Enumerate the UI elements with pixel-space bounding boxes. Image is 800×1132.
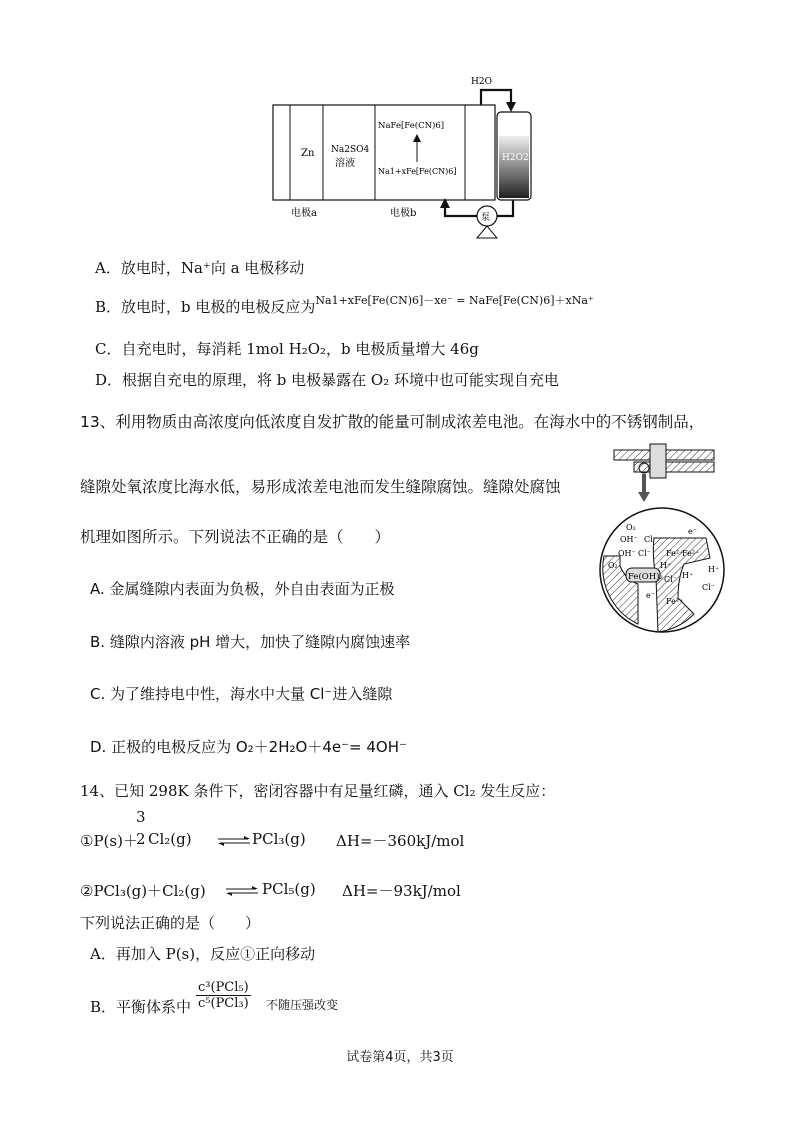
q14-option-b-num: c³(PCl₅) bbox=[198, 980, 249, 995]
q14-r2-right: PCl₅(g) bbox=[262, 880, 316, 898]
page-footer: 试卷第4页，共3页 bbox=[346, 1050, 454, 1065]
fig2-label-2: Cl⁻ bbox=[644, 535, 657, 544]
fig2-label-13: Cl⁻ bbox=[702, 583, 715, 592]
q13-stem-line3: 机理如图所示。下列说法不正确的是（ ） bbox=[80, 528, 391, 546]
fig2-label-15: e⁻ bbox=[646, 591, 655, 600]
q13-option-c: C. 为了维持电中性，海水中大量 Cl⁻进入缝隙 bbox=[90, 685, 393, 703]
fig2-label-0: O₂ bbox=[626, 523, 636, 532]
fig2-label-9: Fe(OH)₂ bbox=[628, 572, 663, 582]
pump-label: 泵 bbox=[481, 213, 491, 223]
q14-question: 下列说法正确的是（ ） bbox=[80, 914, 261, 932]
q13-option-d: D. 正极的电极反应为 O₂＋2H₂O＋4e⁻= 4OH⁻ bbox=[90, 738, 407, 756]
fig2-label-4: Cl⁻ bbox=[638, 549, 651, 558]
h2o-label: H2O bbox=[471, 77, 492, 87]
q12-option-b-equation: Na1+xFe[Fe(CN)6]－xe⁻ = NaFe[Fe(CN)6]＋xNa⁺ bbox=[315, 294, 594, 307]
top-compound: NaFe[Fe(CN)6] bbox=[378, 121, 445, 131]
fig2-label-10: Cl⁻ bbox=[664, 575, 677, 584]
q12-option-b-prefix: B．放电时，b 电极的电极反应为 bbox=[95, 298, 316, 316]
q14-option-b-prefix: B．平衡体系中 bbox=[90, 998, 192, 1016]
q12-option-c: C．自充电时，每消耗 1mol H₂O₂，b 电极质量增大 46g bbox=[95, 340, 479, 358]
na2so4-label: Na2SO4 bbox=[331, 145, 370, 155]
fig2-label-14: Fe²⁺ bbox=[666, 597, 684, 606]
electrode-a-label: 电极a bbox=[291, 208, 317, 219]
crevice-corrosion-diagram bbox=[598, 438, 726, 638]
fig2-label-7: H⁺ bbox=[660, 561, 672, 570]
q13-option-a: A. 金属缝隙内表面为负极，外自由表面为正极 bbox=[90, 580, 395, 598]
q14-r1-mid: Cl₂(g) bbox=[148, 830, 192, 848]
q13-stem-line2: 缝隙处氧浓度比海水低，易形成浓差电池而发生缝隙腐蚀。缝隙处腐蚀 bbox=[80, 478, 561, 496]
fig2-label-12: H⁺ bbox=[708, 565, 720, 574]
q14-r1-right: PCl₃(g) bbox=[252, 830, 306, 848]
q14-option-b-den: c⁵(PCl₃) bbox=[198, 996, 249, 1011]
equilibrium-arrow-icon bbox=[216, 835, 252, 847]
electrode-b-label: 电极b bbox=[390, 208, 417, 219]
q12-option-d: D．根据自充电的原理，将 b 电极暴露在 O₂ 环境中也可能实现自充电 bbox=[95, 371, 560, 389]
h2o2-label: H2O2 bbox=[502, 153, 529, 163]
equilibrium-arrow-icon bbox=[224, 885, 260, 897]
q14-r1-frac-num: 3 bbox=[136, 808, 146, 826]
fig2-label-3: OH⁻ bbox=[618, 549, 636, 558]
bottom-compound: Na1+xFe[Fe(CN)6] bbox=[378, 167, 457, 176]
arrow-up-icon bbox=[413, 134, 421, 142]
fig2-label-11: H⁺ bbox=[682, 571, 694, 580]
arrow-down-icon bbox=[638, 492, 650, 502]
q14-option-b-suffix: 不随压强改变 bbox=[266, 998, 339, 1012]
q13-option-b: B. 缝隙内溶液 pH 增大，加快了缝隙内腐蚀速率 bbox=[90, 633, 411, 651]
q14-r2-dh: ΔH=－93kJ/mol bbox=[342, 882, 461, 900]
arrow-down-icon bbox=[506, 102, 516, 112]
q14-r2-left: ②PCl₃(g)＋Cl₂(g) bbox=[80, 882, 206, 900]
q12-option-b bbox=[95, 296, 594, 317]
q13-stem-line1: 13、利用物质由高浓度向低浓度自发扩散的能量可制成浓差电池。在海水中的不锈钢制品， bbox=[80, 413, 705, 431]
fig2-label-16: e⁻ bbox=[688, 527, 697, 536]
fig2-label-1: OH⁻ bbox=[620, 535, 638, 544]
fig2-label-5: Fe²⁺ bbox=[666, 549, 684, 558]
solution-label: 溶液 bbox=[335, 158, 355, 169]
battery-diagram bbox=[265, 70, 535, 245]
q14-r1-left: ①P(s)＋ bbox=[80, 832, 138, 850]
q14-option-b-fraction bbox=[196, 980, 251, 1011]
fig2-label-6: O₂ bbox=[608, 561, 618, 570]
fig2-label-8: Fe²⁺ bbox=[682, 549, 700, 558]
q14-option-a: A．再加入 P(s)，反应①正向移动 bbox=[90, 945, 316, 963]
q12-option-a: A．放电时，Na⁺向 a 电极移动 bbox=[95, 259, 305, 277]
q14-stem: 14、已知 298K 条件下，密闭容器中有足量红磷，通入 Cl₂ 发生反应： bbox=[80, 782, 556, 800]
q14-r1-dh: ΔH=－360kJ/mol bbox=[336, 832, 465, 850]
zn-label: Zn bbox=[301, 148, 315, 159]
q14-r1-frac-den: 2 bbox=[136, 830, 146, 848]
